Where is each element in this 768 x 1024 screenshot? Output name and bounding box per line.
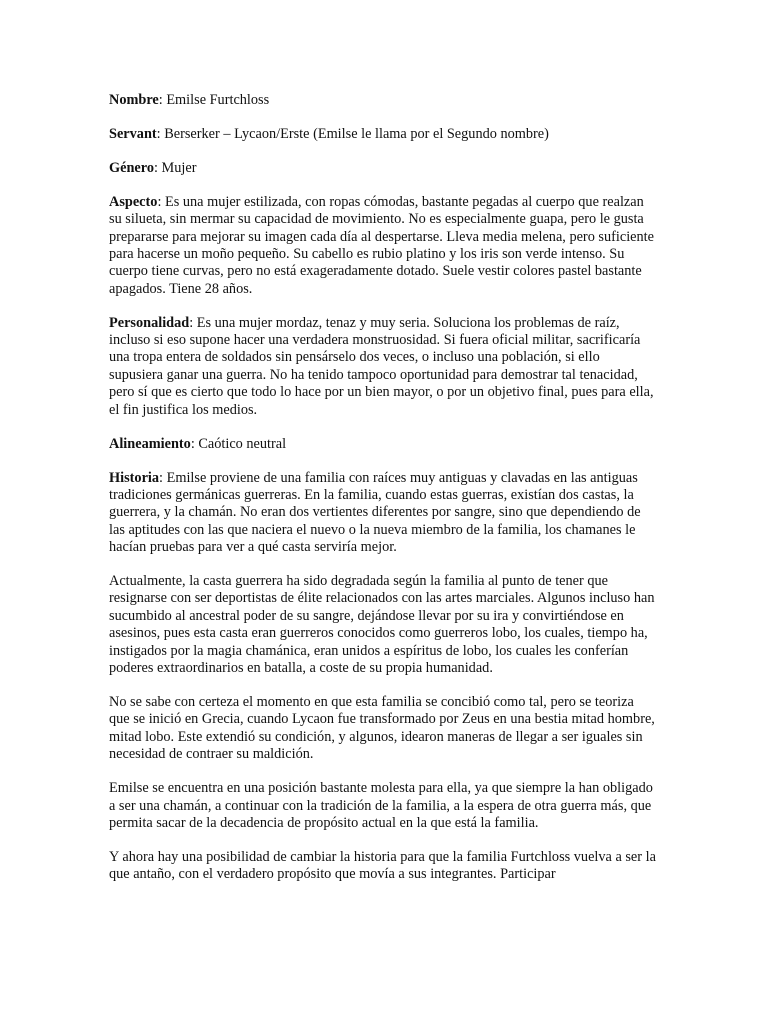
field-value: : Emilse Furtchloss (158, 92, 270, 108)
field-nombre (109, 92, 657, 109)
field-label: Historia (109, 469, 160, 486)
field-value: : Es una mujer mordaz, tenaz y muy seria. Soluciona los problemas de raíz, incluso si eso supone hacer una verdadera monstruosidad. Si fuera oficial militar, sacrificaría una tropa entera de soldados sin pensárselo dos veces, o incluso una población, si ello supusiera ganar una guerra. No ha tenido tampoco oportunidad para demostrar tal tenacidad, pero sí que es cierto que todo lo hace por un bien mayor, o por un objetivo final, pues para ella, el fin justifica los medios. (109, 314, 654, 418)
history-paragraph: Actualmente, la casta guerrera ha sido degradada según la familia al punto de tener que resignarse con ser deportistas de élite relacionados con las artes marciales. Algunos incluso han sucumbido al ancestral poder de su sangre, dejándose llevar por su ira y convirtiéndose en asesinos, pues esta casta eran guerreros conocidos como guerreros lobo, los cuales, tiempo ha, instigados por la magia chamánica, eran unidos a espíritus de lobo, los cuales les conferían poderes extraordinarios en batalla, a coste de su propia humanidad. (109, 573, 655, 677)
field-label: Aspecto (109, 193, 158, 210)
field-servant (109, 126, 657, 143)
history-paragraph: No se sabe con certeza el momento en que esta familia se concibió como tal, pero se teoriza que se inició en Grecia, cuando Lycaon fue transformado por Zeus en una bestia mitad hombre, mitad lobo. Este extendió su condición, y algunos, idearon maneras de llegar a ser iguales sin necesidad de contraer su maldición. (109, 693, 655, 763)
field-label: Personalidad (109, 314, 190, 331)
field-alineamiento (109, 436, 657, 453)
field-label: Género (109, 159, 154, 176)
history-paragraph: Emilse se encuentra en una posición bastante molesta para ella, ya que siempre la han obligado a ser una chamán, a continuar con la tradición de la familia, a la espera de otra guerra más, que permita sacar de la decadencia de propósito actual en la que está la familia. (109, 780, 653, 831)
field-personalidad (109, 315, 657, 419)
field-label: Nombre (109, 92, 159, 108)
field-genero (109, 160, 657, 177)
field-historia (109, 470, 657, 557)
field-value: : Es una mujer estilizada, con ropas cómodas, bastante pegadas al cuerpo que realzan su silueta, sin mermar su capacidad de movimiento. No es especialmente guapa, pero le gusta prepararse para mejorar su imagen cada día al despertarse. Lleva media melena, pero suficiente para hacerse un moño pequeño. Su cabello es rubio platino y los iris son verde intenso. Su cuerpo tiene curvas, pero no está exageradamente dotado. Suele vestir colores pastel bastante apagados. Tiene 28 años. (109, 193, 654, 297)
field-value: : Mujer (154, 159, 197, 176)
field-label: Alineamiento (109, 435, 191, 452)
field-value: : Berserker – Lycaon/Erste (Emilse le llama por el Segundo nombre) (156, 125, 549, 142)
history-paragraph: Y ahora hay una posibilidad de cambiar la historia para que la familia Furtchloss vuelva a ser la que antaño, con el verdadero propósito que movía a sus integrantes. Participar (109, 848, 656, 883)
field-aspecto (109, 194, 657, 298)
field-label: Servant (109, 125, 157, 142)
document-body (109, 92, 657, 900)
field-value: : Caótico neutral (190, 435, 287, 452)
field-value: : Emilse proviene de una familia con raíces muy antiguas y clavadas en las antiguas tradiciones germánicas guerreras. En la familia, cuando estas guerras, existían dos castas, la guerrera, y la chamán. No eran dos vertientes diferentes por sangre, sino que dependiendo de las aptitudes con las que naciera el nuevo o la nueva miembro de la familia, los chamanes le hacían pruebas para ver a qué casta serviría mejor. (109, 469, 641, 556)
